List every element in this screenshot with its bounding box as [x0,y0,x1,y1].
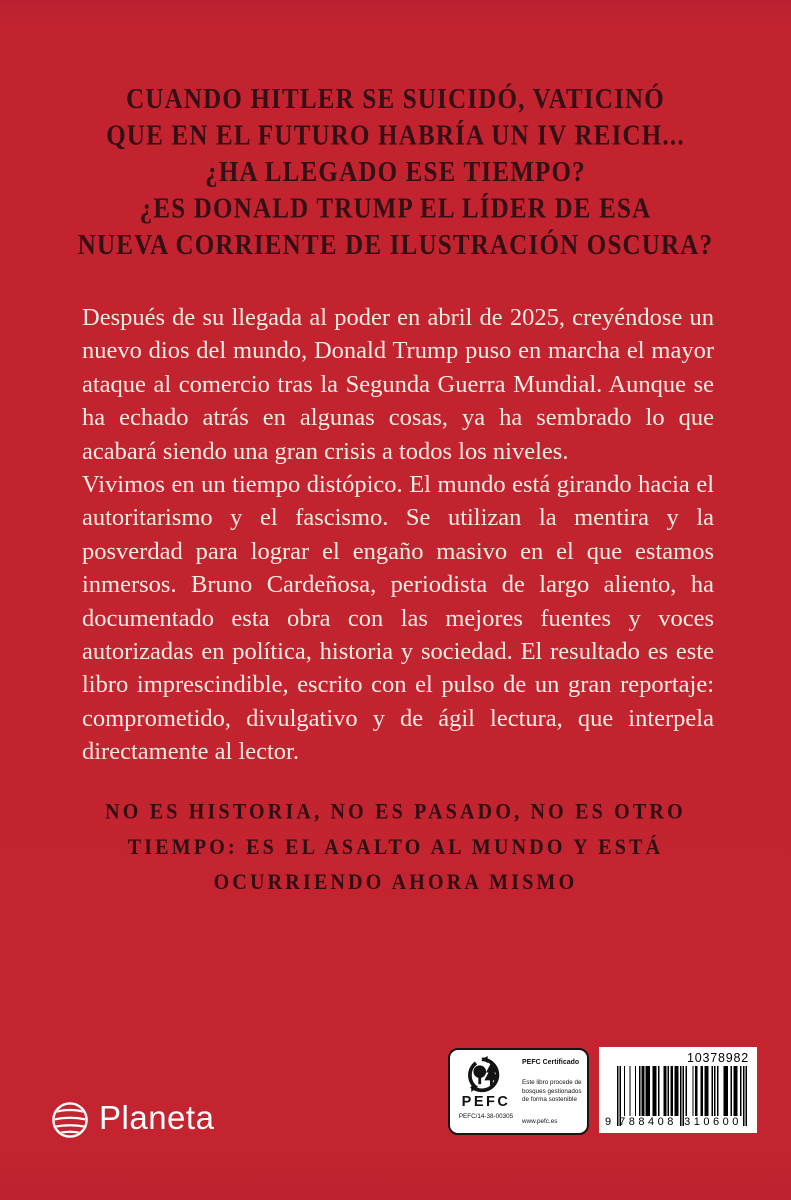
pefc-label [448,1048,589,1135]
headline-line: QUE EN EL FUTURO HABRÍA UN IV REICH... [106,120,685,152]
statement-line: TIEMPO: ES EL ASALTO AL MUNDO Y ESTÁ [127,834,664,860]
pefc-website: www.pefc.es [522,1118,558,1125]
barcode-area [605,1066,750,1130]
barcode-isbn-digits [605,1117,750,1128]
barcode-label [599,1047,757,1133]
isbn-right-group: 310600 [684,1116,742,1128]
synopsis-block [82,301,714,769]
headline-line: CUANDO HITLER SE SUICIDÓ, VATICINÓ [126,84,665,116]
statement-block [30,795,761,900]
statement-line: OCURRIENDO AHORA MISMO [213,869,578,895]
headline-line: ¿ES DONALD TRUMP EL LÍDER DE ESA [139,193,652,225]
pefc-description: Este libro procede de bosques gestionados de forma sostenible [522,1079,582,1104]
pefc-trees-icon [465,1055,507,1095]
pefc-license-number: PEFC/14-38-00305 [458,1113,514,1120]
planeta-logo [50,1099,214,1141]
isbn-check-digit: 9 [605,1116,612,1128]
planeta-globe-icon [50,1100,90,1140]
pefc-wordmark: PEFC [461,1094,511,1110]
headline-block [40,82,751,264]
planeta-wordmark: Planeta [99,1099,215,1136]
barcode-product-code: 10378982 [686,1051,749,1065]
statement-line: NO ES HISTORIA, NO ES PASADO, NO ES OTRO [105,799,686,825]
headline-line: NUEVA CORRIENTE DE ILUSTRACIÓN OSCURA? [77,230,714,261]
synopsis-paragraph-1: Después de su llegada al poder en abril de 2025, creyéndose un nuevo dios del mundo, Donald Trump puso en marcha el mayor ataque al comercio tras la Segunda Guerra Mundial. Aunque se ha echado atrás en algunas cosas, ya ha sembrado lo que acabará siendo una gran crisis a todos los niveles. [82,304,714,465]
synopsis-paragraph-2: Vivimos en un tiempo distópico. El mundo está girando hacia el autoritarismo y el fascismo. Se utilizan la mentira y la posverdad para lograr el engaño masivo en el que estamos inmersos. Bruno Cardeñosa, periodista de largo aliento, ha documentado esta obra con las mejores fuentes y voces autorizadas en política, historia y sociedad. El resultado es este libro imprescindible, escrito con el pulso de un gran reportaje: comprometido, divulgativo y de ágil lectura, que interpela directamente al lector. [82,471,714,766]
isbn-left-group: 788408 [619,1116,677,1128]
headline-line: ¿HA LLEGADO ESE TIEMPO? [205,157,586,189]
pefc-cert-title: PEFC Certificado [522,1059,580,1066]
